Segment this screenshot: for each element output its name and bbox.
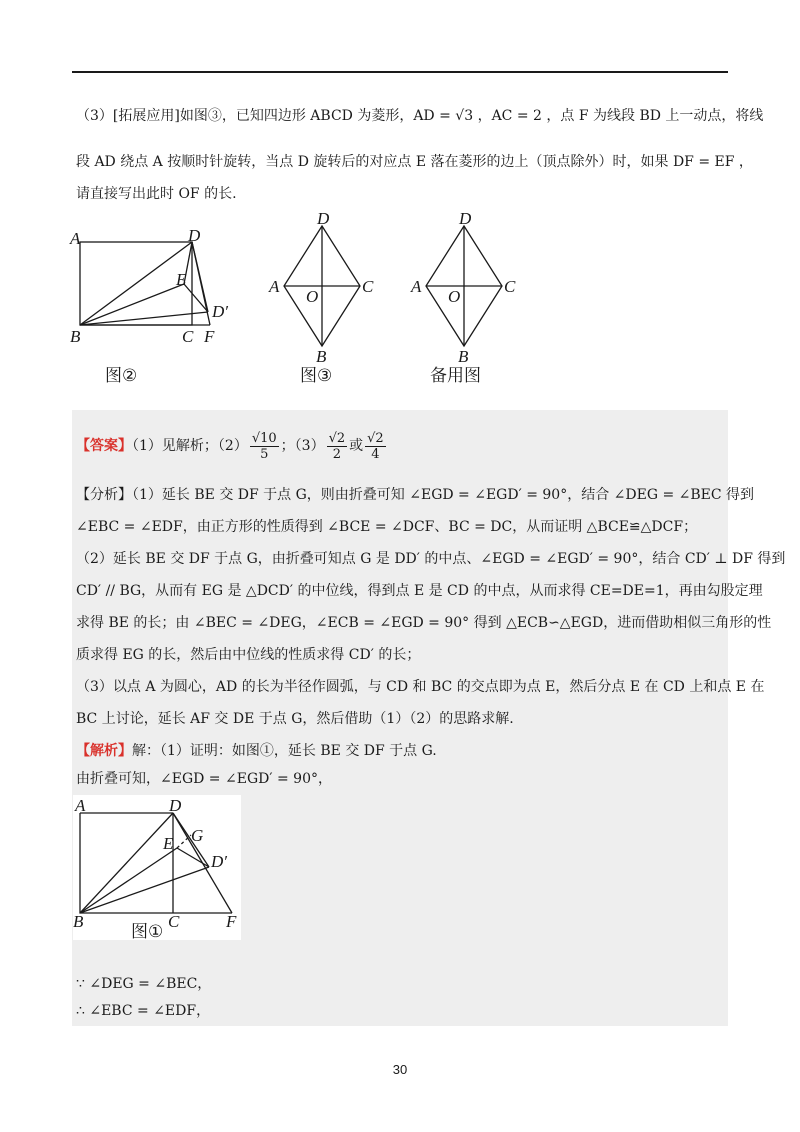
spare-label-b: B xyxy=(458,347,469,366)
fig2-caption: 图② xyxy=(105,366,138,386)
solution-text-1: 解：（1）证明：如图①，延长 BE 交 DF 于点 G. xyxy=(132,743,437,759)
fig1-label-g: G xyxy=(191,826,204,845)
fraction-3-numerator: √2 xyxy=(367,430,384,446)
analysis-line-2: ∠EBC = ∠EDF，由正方形的性质得到 ∠BCE = ∠DCF、BC = DC，从而证明 △BCE≌△DCF； xyxy=(76,519,698,535)
fig3-label-a: A xyxy=(269,277,280,296)
figure-2 xyxy=(68,222,268,382)
fig2-label-d-prime: D′ xyxy=(212,302,228,321)
spare-caption: 备用图 xyxy=(430,366,481,386)
spare-label-d: D xyxy=(459,209,472,228)
answer-tag: 【答案】 xyxy=(76,438,132,454)
solution-line-3: ∵ ∠DEG = ∠BEC， xyxy=(76,976,212,992)
fig3-label-b: B xyxy=(316,347,327,366)
fig1-label-b: B xyxy=(73,912,84,931)
fig1-label-c: C xyxy=(168,912,180,931)
fig3-label-d: D xyxy=(317,209,330,228)
fig2-label-a: A xyxy=(70,229,81,248)
analysis-line-6: 质求得 EG 的长，然后由中位线的性质求得 CD′ 的长； xyxy=(76,647,421,663)
analysis-line-3: （2）延长 BE 交 DF 于点 G，由折叠可知点 G 是 DD′ 的中点、∠EGD = ∠EGD′ = 90°，结合 CD′ ⊥ DF 得到 xyxy=(76,551,786,567)
solution-line-4: ∴ ∠EBC = ∠EDF， xyxy=(76,1003,211,1019)
answer-fraction-3 xyxy=(365,431,386,462)
fraction-2-denominator: 2 xyxy=(332,446,341,462)
answer-part-1: （1）见解析；（2） xyxy=(132,438,248,454)
analysis-tag: 【分析】 xyxy=(76,487,132,503)
problem-line-3: 请直接写出此时 OF 的长. xyxy=(76,186,237,202)
fig3-label-c: C xyxy=(362,277,374,296)
page-number: 30 xyxy=(392,1062,408,1077)
answer-fraction-1 xyxy=(250,431,279,462)
fig3-label-o: O xyxy=(306,287,319,306)
answer-or: 或 xyxy=(349,438,364,454)
fig1-label-d-prime: D′ xyxy=(211,852,227,871)
fig2-label-d: D xyxy=(188,226,201,245)
fig3-caption: 图③ xyxy=(300,366,333,386)
problem-line-2: 段 AD 绕点 A 按顺时针旋转，当点 D 旋转后的对应点 E 落在菱形的边上（顶点除外）时，如果 DF = EF ， xyxy=(76,154,753,170)
solution-line-1 xyxy=(76,741,437,761)
fig2-label-e: E xyxy=(176,270,187,289)
fig2-label-c: C xyxy=(182,327,194,346)
answer-fraction-2 xyxy=(327,431,348,462)
answer-part-2: ；（3） xyxy=(280,438,325,454)
analysis-line-8: BC 上讨论，延长 AF 交 DE 于点 G，然后借助（1）（2）的思路求解. xyxy=(76,711,514,727)
fig1-label-d: D xyxy=(169,796,182,815)
fraction-3-denominator: 4 xyxy=(371,446,380,462)
fraction-1-numerator: √10 xyxy=(251,430,277,446)
analysis-line-5: 求得 BE 的长；由 ∠BEC = ∠DEG，∠ECB = ∠EGD = 90° 得到 △ECB∽△EGD，进而借助相似三角形的性 xyxy=(76,615,772,631)
spare-label-o: O xyxy=(448,287,461,306)
fig2-label-b: B xyxy=(70,327,81,346)
fig1-caption: 图① xyxy=(131,922,164,942)
analysis-line-7: （3）以点 A 为圆心，AD 的长为半径作圆弧，与 CD 和 BC 的交点即为点 E，然后分点 E 在 CD 上和点 E 在 xyxy=(76,679,765,695)
header-rule xyxy=(72,71,728,73)
analysis-text-1: （1）延长 BE 交 DF 于点 G，则由折叠可知 ∠EGD = ∠EGD′ = 90°，结合 ∠DEG = ∠BEC 得到 xyxy=(132,487,755,503)
solution-tag: 【解析】 xyxy=(76,743,132,759)
fig2-label-f: F xyxy=(204,327,215,346)
answer-line xyxy=(76,424,388,468)
analysis-line-1 xyxy=(76,485,754,505)
analysis-line-4: CD′ // BG，从而有 EG 是 △DCD′ 的中位线，得到点 E 是 CD 的中点，从而求得 CE=DE=1，再由勾股定理 xyxy=(76,583,763,599)
figure-3 xyxy=(262,208,392,366)
fraction-1-denominator: 5 xyxy=(260,446,269,462)
fig1-label-a: A xyxy=(75,796,86,815)
solution-line-2: 由折叠可知，∠EGD = ∠EGD′ = 90°， xyxy=(76,771,332,787)
fig1-label-e: E xyxy=(163,834,174,853)
fraction-2-numerator: √2 xyxy=(328,430,346,446)
fig1-label-f: F xyxy=(226,912,237,931)
spare-figure xyxy=(404,208,534,366)
spare-label-a: A xyxy=(411,277,422,296)
spare-label-c: C xyxy=(504,277,516,296)
problem-line-1: （3）[拓展应用]如图③，已知四边形 ABCD 为菱形，AD = √3 ，AC = 2 ，点 F 为线段 BD 上一动点，将线 xyxy=(76,108,764,124)
